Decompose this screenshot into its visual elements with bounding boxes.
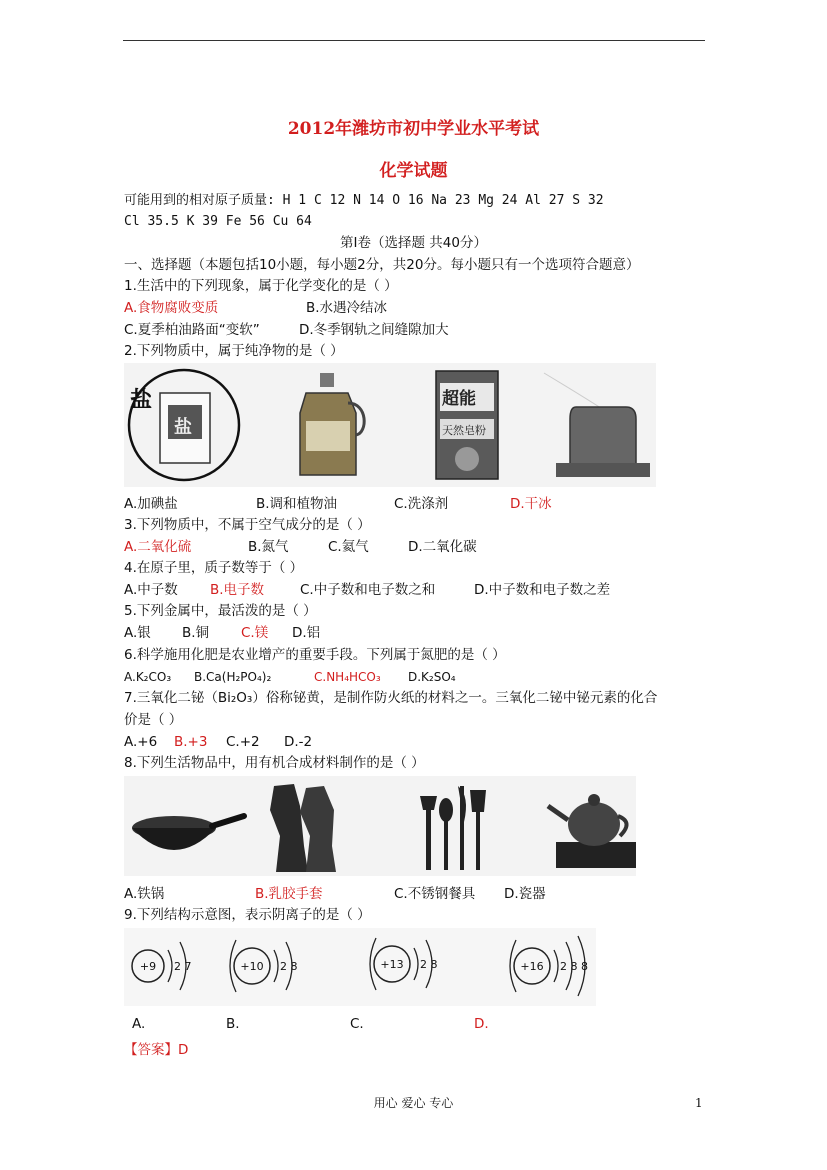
section-title: 第Ⅰ卷（选择题 共40分） xyxy=(340,235,487,251)
q9-option-c: C. xyxy=(350,1016,364,1032)
rubber-gloves-image xyxy=(270,784,336,872)
q7-option-a: A.+6 xyxy=(124,734,158,750)
q2-images xyxy=(124,363,656,487)
q5-option-c: C.镁 xyxy=(241,625,269,641)
q5-option-b: B.铜 xyxy=(182,625,210,641)
q4-option-c: C.中子数和电子数之和 xyxy=(300,582,436,598)
q8-option-d: D.瓷器 xyxy=(504,886,546,902)
detergent-sub: 天然皂粉 xyxy=(442,424,486,437)
diagram-d-nucleus: +16 xyxy=(520,960,544,973)
q9-option-a: A. xyxy=(132,1016,146,1032)
exam-title: 2012年潍坊市初中学业水平考试 xyxy=(287,119,540,139)
porcelain-teapot-image xyxy=(548,794,636,868)
salt-bag-image xyxy=(129,370,239,480)
q9-diagrams xyxy=(124,928,596,1006)
atom-diagram-a xyxy=(132,942,192,990)
diagram-b-nucleus: +10 xyxy=(240,960,264,973)
q4-option-b: B.电子数 xyxy=(210,582,265,598)
q1-option-c: C.夏季柏油路面“变软” xyxy=(124,322,260,338)
diagram-a-shells: 2 7 xyxy=(174,960,192,973)
q3-option-b: B.氮气 xyxy=(248,539,289,555)
atom-diagram-d xyxy=(510,936,588,996)
header-rule xyxy=(123,40,705,41)
q1-option-d: D.冬季钢轨之间缝隙加大 xyxy=(299,322,449,338)
q5-option-d: D.铝 xyxy=(292,625,321,641)
q2-option-b: B.调和植物油 xyxy=(256,496,338,512)
q9-option-d: D. xyxy=(474,1016,489,1032)
q6-option-d: D.K₂SO₄ xyxy=(408,670,456,684)
atom-diagram-c xyxy=(370,938,438,990)
q4-option-d: D.中子数和电子数之差 xyxy=(474,582,611,598)
q7-option-c: C.+2 xyxy=(226,734,260,750)
oil-bottle-image xyxy=(300,373,364,475)
q7-option-d: D.-2 xyxy=(284,734,313,750)
q3-option-c: C.氦气 xyxy=(328,539,369,555)
q2-option-d: D.干冰 xyxy=(510,496,552,512)
q3-option-d: D.二氧化碳 xyxy=(408,539,477,555)
dry-ice-image xyxy=(544,373,650,477)
diagram-a-nucleus: +9 xyxy=(139,960,157,973)
salt-char-1: 盐 xyxy=(130,388,153,413)
diagram-d-shells: 2 8 8 xyxy=(560,960,588,973)
q9-stem: 9.下列结构示意图，表示阴离子的是（ ） xyxy=(124,907,371,923)
q7-stem-line2: 价是（ ） xyxy=(124,712,183,728)
q2-option-c: C.洗涤剂 xyxy=(394,496,449,512)
q8-images xyxy=(124,776,636,876)
exam-subtitle: 化学试题 xyxy=(379,161,448,181)
q2-option-a: A.加碘盐 xyxy=(124,496,178,512)
answer-label: 【答案】D xyxy=(124,1042,189,1058)
q8-option-a: A.铁锅 xyxy=(124,886,165,902)
q5-option-a: A.银 xyxy=(124,625,151,641)
q4-stem: 4.在原子里，质子数等于（ ） xyxy=(124,560,304,576)
q7-stem-line1: 7.三氧化二铋（Bi₂O₃）俗称铋黄，是制作防火纸的材料之一。三氧化二铋中铋元素的化合 xyxy=(124,690,658,706)
q3-stem: 3.下列物质中，不属于空气成分的是（ ） xyxy=(124,517,371,533)
q4-option-a: A.中子数 xyxy=(124,582,178,598)
diagram-c-nucleus: +13 xyxy=(380,958,404,971)
atom-diagram-b xyxy=(230,940,298,992)
q2-stem: 2.下列物质中，属于纯净物的是（ ） xyxy=(124,343,344,359)
detergent-pack-image xyxy=(436,371,498,479)
q1-option-b: B.水遇冷结冰 xyxy=(306,300,388,316)
q8-stem: 8.下列生活物品中，用有机合成材料制作的是（ ） xyxy=(124,755,425,771)
q9-option-b: B. xyxy=(226,1016,240,1032)
q7-option-b: B.+3 xyxy=(174,734,208,750)
section-instruction: 一、选择题（本题包括10小题，每小题2分，共20分。每小题只有一个选项符合题意） xyxy=(124,257,640,273)
q6-stem: 6.科学施用化肥是农业增产的重要手段。下列属于氮肥的是（ ） xyxy=(124,647,506,663)
page-number: 1 xyxy=(695,1096,703,1110)
diagram-c-shells: 2 8 xyxy=(420,958,438,971)
atomic-mass-line-1: 可能用到的相对原子质量: H 1 C 12 N 14 O 16 Na 23 Mg 24 Al 27 S 32 xyxy=(124,193,604,208)
q6-option-a: A.K₂CO₃ xyxy=(124,670,172,684)
q3-option-a: A.二氧化硫 xyxy=(124,539,192,555)
q5-stem: 5.下列金属中，最活泼的是（ ） xyxy=(124,603,317,619)
salt-char-2: 盐 xyxy=(174,417,192,438)
page-footer: 用心 爱心 专心 xyxy=(373,1096,454,1110)
diagram-b-shells: 2 8 xyxy=(280,960,298,973)
detergent-brand: 超能 xyxy=(442,389,476,409)
atomic-mass-line-2: Cl 35.5 K 39 Fe 56 Cu 64 xyxy=(124,214,312,229)
q8-option-b: B.乳胶手套 xyxy=(255,886,323,902)
q1-option-a: A.食物腐败变质 xyxy=(124,300,219,316)
q6-option-b: B.Ca(H₂PO₄)₂ xyxy=(194,670,272,684)
q6-option-c: C.NH₄HCO₃ xyxy=(314,670,381,684)
wok-image xyxy=(132,816,244,850)
q1-stem: 1.生活中的下列现象，属于化学变化的是（ ） xyxy=(124,278,398,294)
q8-option-c: C.不锈钢餐具 xyxy=(394,886,476,902)
cutlery-image xyxy=(420,786,486,870)
